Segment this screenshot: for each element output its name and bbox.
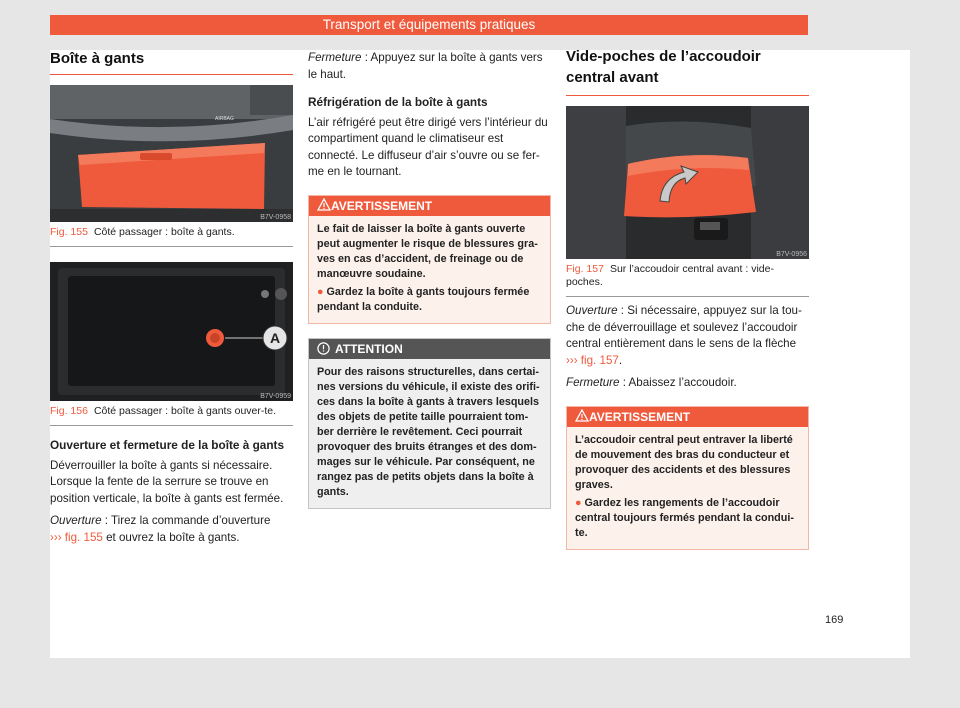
figure-caption-text: Côté passager : boîte à gants. (93, 226, 235, 238)
warning-body (309, 216, 550, 323)
ouverture-text: : Tirez la commande d’ouverture (101, 514, 271, 527)
glovebox-open-illustration (50, 262, 293, 401)
subheading-open-close: Ouverture et fermeture de la boîte à gants (50, 438, 285, 452)
page-number: 169 (825, 614, 844, 626)
armrest-text (566, 303, 809, 392)
paragraph-unlock: Déverrouiller la boîte à gants si nécessaire. Lorsque la fente de la serrure se trouve en position verticale, la boîte à gants est fermée. (50, 458, 284, 505)
fig-157-link[interactable]: ››› fig. 157 (566, 353, 619, 367)
figure-number: Fig. 156 (50, 405, 88, 417)
figure-caption-text: Côté passager : boîte à gants ouver-te. (93, 405, 277, 417)
figure-number: Fig. 157 (566, 263, 604, 275)
warning-bullet-text: Gardez la boîte à gants toujours fermée pendant la conduite. (317, 285, 530, 313)
attention-body: Pour des raisons structurelles, dans certai-nes versions du véhicule, il existe des orifi-ces dans la boîte à gants à travers lesquels des objets de petite taille pourraient tom-ber derrière le revêtement. Ceci pourrait provoquer des bruits étranges et des dom-mages sur le véhicule. Par conséquent, ne rangez pas de petits objets dans la boîte à gants. (317, 365, 540, 498)
section-title-glovebox: Boîte à gants (50, 45, 293, 75)
warning-body (567, 427, 808, 549)
warning-title: AVERTISSEMENT (589, 409, 691, 424)
svg-text:AIRBAG: AIRBAG (215, 116, 234, 122)
column-left (50, 45, 293, 546)
warning-header (309, 196, 550, 216)
subheading-cooling: Réfrigération de la boîte à gants (308, 95, 488, 109)
marker-a: A (269, 330, 281, 346)
figure-caption (566, 259, 809, 297)
paragraph-fermeture (308, 50, 551, 83)
column-right (566, 45, 809, 550)
fermeture-text: : Appuyez sur la boîte à gants vers le haut. (308, 51, 543, 81)
figure-caption-text: Sur l’accoudoir central avant : vide-poches. (566, 263, 774, 288)
figure-code: B7V-0956 (776, 251, 807, 258)
paragraph-cooling: L’air réfrigéré peut être dirigé vers l’intérieur du compartiment quand le climatiseur est connecté. Le diffuseur d’air s’ouvre ou se fer-me en le tournant. (308, 115, 548, 178)
figure-caption (50, 222, 293, 247)
armrest-illustration (566, 106, 809, 259)
warning-title: AVERTISSEMENT (331, 198, 433, 213)
info-circle-icon (317, 342, 330, 355)
column-middle (308, 50, 551, 509)
figure-156 (50, 262, 293, 426)
paragraph-fermeture-armrest (566, 375, 809, 392)
figure-code: B7V-0959 (260, 393, 291, 400)
ouverture-text-end: . (618, 353, 623, 367)
fig-155-link[interactable]: ››› fig. 155 (50, 530, 103, 544)
attention-header (309, 339, 550, 359)
label-ouverture: Ouverture (50, 514, 102, 527)
paragraph-ouverture (50, 513, 293, 546)
warning-box-armrest (566, 406, 809, 550)
warning-triangle-icon (575, 409, 589, 423)
figure-caption (50, 401, 293, 426)
warning-box (308, 195, 551, 324)
attention-box (308, 338, 551, 509)
warning-bullet-text: Gardez les rangements de l’accoudoir central toujours fermés pendant la condui-te. (575, 496, 794, 539)
chapter-header: Transport et équipements pratiques (50, 15, 808, 35)
attention-title: ATTENTION (335, 341, 403, 356)
glovebox-text (50, 437, 293, 546)
warning-header (567, 407, 808, 427)
label-fermeture: Fermeture (308, 51, 362, 64)
warning-bullet: ● Gardez la boîte à gants toujours fermée pendant la conduite. (317, 285, 530, 313)
fermeture-text: : Abaissez l’accoudoir. (619, 376, 737, 389)
glovebox-closed-photo (50, 85, 293, 222)
figure-155 (50, 85, 293, 247)
paragraph-ouverture-armrest (566, 303, 809, 369)
glovebox-open-photo (50, 262, 293, 401)
label-ouverture: Ouverture (566, 304, 618, 317)
warning-text: L’accoudoir central peut entraver la liberté de mouvement des bras du conducteur et provoquer des accidents et des blessures graves. (575, 433, 793, 491)
armrest-photo (566, 106, 809, 259)
ouverture-text: : Si nécessaire, appuyez sur la tou-che de déverrouillage et soulevez l’accoudoir central entièrement dans le sens de la flèche (566, 304, 802, 350)
figure-157 (566, 106, 809, 297)
warning-triangle-icon (317, 198, 331, 212)
figure-number: Fig. 155 (50, 226, 88, 238)
figure-code: B7V-0958 (260, 214, 291, 221)
warning-text: Le fait de laisser la boîte à gants ouverte peut augmenter le risque de blessures gra-ves en cas d’accident, de freinage ou de manœuvre soudaine. (317, 222, 538, 280)
ouverture-text-end: et ouvrez la boîte à gants. (102, 530, 240, 544)
glovebox-closed-illustration (50, 85, 293, 222)
section-title-armrest: Vide-poches de l’accoudoir central avant (566, 45, 809, 96)
fermeture-text-block (308, 50, 551, 181)
warning-bullet: ● Gardez les rangements de l’accoudoir central toujours fermés pendant la condui-te. (575, 496, 794, 539)
label-fermeture: Fermeture (566, 376, 620, 389)
